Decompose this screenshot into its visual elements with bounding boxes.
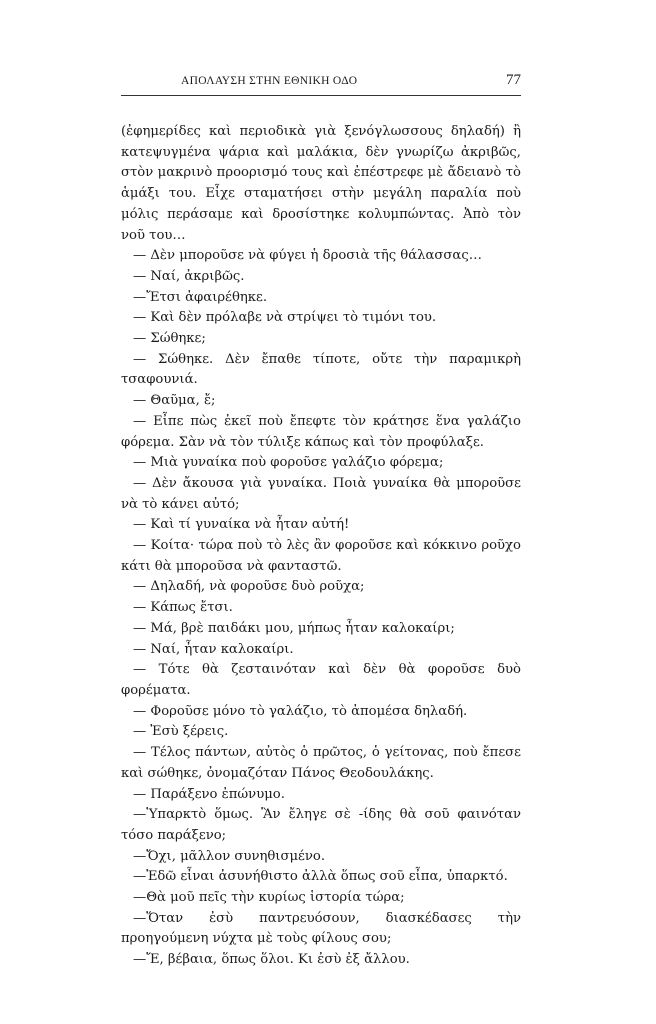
dialogue-line: — Δὲν ἄκουσα γιὰ γυναίκα. Ποιὰ γυναίκα θὰ μποροῦσε νὰ τὸ κάνει αὐτό;: [121, 475, 521, 512]
dialogue-line: —Ἔ, βέβαια, ὅπως ὅλοι. Κι ἐσὺ ἐξ ἄλλου.: [133, 952, 410, 968]
header-rule: [121, 95, 521, 96]
dialogue-line: — Δὲν μποροῦσε νὰ φύγει ἡ δροσιὰ τῆς θάλασσας…: [133, 248, 482, 264]
dialogue-line: — Καὶ τί γυναίκα νὰ ἦταν αὐτή!: [133, 517, 350, 533]
dialogue-line: — Εἶπε πὼς ἐκεῖ ποὺ ἔπεφτε τὸν κράτησε ἕνα γαλάζιο φόρεμα. Σὰν νὰ τὸν τύλιξε κάπως καὶ τὸν προφύλαξε.: [121, 413, 521, 450]
dialogue-line: — Δηλαδή, νὰ φοροῦσε δυὸ ροῦχα;: [133, 579, 365, 595]
dialogue-line: — Ναί, ἀκριβῶς.: [133, 268, 245, 284]
dialogue-line: — Θαῦμα, ἔ;: [133, 393, 216, 409]
dialogue-line: — Σώθηκε;: [133, 331, 206, 347]
running-header: [121, 73, 521, 95]
running-title: ΑΠΟΛΑΥΣΗ ΣΤΗΝ ΕΘΝΙΚΗ ΟΔΟ: [181, 75, 358, 87]
dialogue-line: — Κοίτα· τώρα ποὺ τὸ λὲς ἂν φοροῦσε καὶ κόκκινο ροῦχο κάτι θὰ μποροῦσα νὰ φανταστῶ.: [121, 538, 521, 574]
page-number: 77: [506, 72, 521, 88]
dialogue-line: — Μά, βρὲ παιδάκι μου, μήπως ἦταν καλοκαίρι;: [133, 620, 455, 636]
dialogue-line: —Ὑπαρκτὸ ὅμως. Ἂν ἔληγε σὲ -ίδης θὰ σοῦ φαινόταν τόσο παράξενο;: [121, 807, 521, 843]
body-text: [121, 122, 521, 971]
dialogue-line: —Ὅταν ἐσὺ παντρευόσουν, διασκέδασες τὴν προηγούμενη νύχτα μὲ τοὺς φίλους σου;: [121, 910, 521, 947]
dialogue-line: — Μιὰ γυναίκα ποὺ φοροῦσε γαλάζιο φόρεμα;: [133, 455, 444, 471]
dialogue-line: — Ἐσὺ ξέρεις.: [133, 724, 229, 740]
dialogue-line: — Φοροῦσε μόνο τὸ γαλάζιο, τὸ ἀπομέσα δηλαδή.: [133, 703, 468, 719]
dialogue-line: — Παράξενο ἐπώνυμο.: [133, 786, 285, 802]
dialogue-line: —Θὰ μοῦ πεῖς τὴν κυρίως ἱστορία τώρα;: [133, 890, 405, 906]
paragraph: (ἐφημερίδες καὶ περιοδικὰ γιὰ ξενόγλωσσους δηλαδή) ἢ κατεψυγμένα ψάρια καὶ μαλάκια, δὲν γνωρίζω ἀκριβῶς, στὸν μακρινὸ προορισμό τους καὶ ἐπέστρεφε μὲ ἄδειανὸ τὸ ἁμάξι του. Εἶχε σταματήσει στὴν μεγάλη παραλία ποὺ μόλις περάσαμε καὶ δροσίστηκε κολυμπώντας. Ἀπὸ τὸν νοῦ του…: [121, 124, 521, 243]
dialogue-line: — Τέλος πάντων, αὐτὸς ὁ πρῶτος, ὁ γείτονας, ποὺ ἔπεσε καὶ σώθηκε, ὀνομαζόταν Πάνος Θεοδουλάκης.: [121, 745, 521, 781]
dialogue-line: —Ἔτσι ἀφαιρέθηκε.: [133, 289, 268, 305]
dialogue-line: — Καὶ δὲν πρόλαβε νὰ στρίψει τὸ τιμόνι του.: [133, 310, 437, 326]
dialogue-line: — Τότε θὰ ζεσταινόταν καὶ δὲν θὰ φοροῦσε δυὸ φορέματα.: [121, 662, 521, 698]
dialogue-line: — Ναί, ἦταν καλοκαίρι.: [133, 641, 294, 657]
dialogue-line: — Σώθηκε. Δὲν ἔπαθε τίποτε, οὔτε τὴν παραμικρὴ τσαφουνιά.: [121, 351, 521, 388]
dialogue-line: —Ὄχι, μᾶλλον συνηθισμένο.: [133, 848, 326, 864]
dialogue-line: — Κάπως ἔτσι.: [133, 600, 233, 616]
dialogue-line: —Ἐδῶ εἶναι ἀσυνήθιστο ἀλλὰ ὅπως σοῦ εἶπα, ὑπαρκτό.: [133, 869, 508, 885]
